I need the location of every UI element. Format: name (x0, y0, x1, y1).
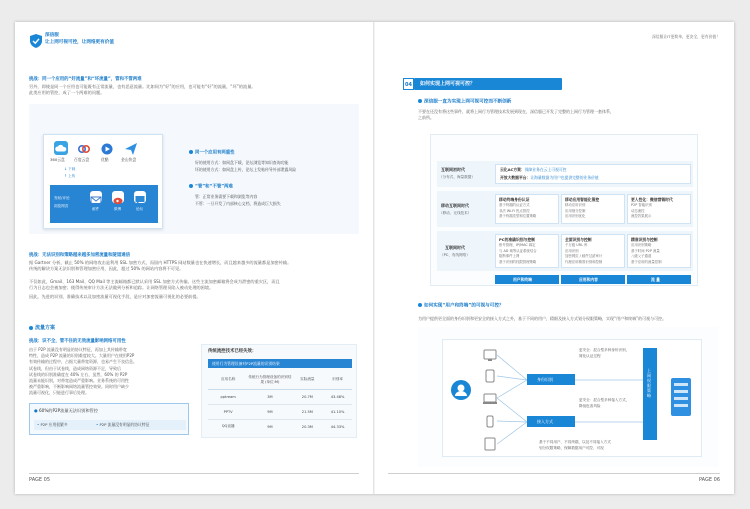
era-cell (561, 234, 625, 268)
era-cell-body: 账号管理、IP/MAC 绑定 与 AD 域等认证系统结合 阻断事件上网 基于识别的权限管理策略 (499, 243, 537, 264)
p2p-bullet-title-text: 60%的P2P流量无法识别和管控 (39, 408, 98, 413)
brand-logo (30, 33, 42, 47)
era-row (437, 191, 693, 227)
table-cell: 3M (267, 394, 273, 399)
web-panel (50, 185, 158, 223)
table-title: 传统流控技术已经失效： (208, 349, 257, 354)
post-label: 发帖/评论 (54, 196, 70, 200)
p2p-table-panel (201, 344, 357, 438)
right-page (374, 22, 734, 494)
app-label: 360云盘 (50, 157, 65, 162)
table-cell: 20.3M (301, 424, 313, 429)
p2p-bullet-item-text: P2P 流量没有明显的协议特征 (99, 422, 150, 427)
sub1-text (418, 109, 718, 121)
duality-title (189, 150, 235, 157)
bullet-icon: • (37, 422, 41, 427)
era-matrix (430, 134, 698, 286)
app-label: 百度云盘 (74, 157, 90, 162)
table-cell: 43.48% (330, 394, 345, 399)
era-row (437, 161, 693, 187)
traffic-title-text: 流量方案 (35, 325, 56, 331)
era-cell-head: 云化AC方案： (500, 167, 525, 172)
era-cell-head: 精准识别与控制 (631, 237, 658, 242)
access-diagram (418, 327, 718, 467)
era-cell (627, 234, 691, 268)
traffic-text (29, 347, 194, 397)
era-cell (495, 194, 559, 224)
identity-note: 更安全：混合型多种身份识别， 简化认证过程 (579, 348, 630, 358)
duality-line: 好的使用方式：如网盘下载，论坛浏览等知识查询功能 (195, 160, 289, 165)
text-line: 流量可视化，只能进行事后处理。 (29, 390, 89, 396)
section-number-tab (403, 78, 414, 90)
problem2b-text (29, 279, 359, 301)
bullet-icon (418, 99, 422, 103)
section-header (405, 78, 562, 90)
era-footer-label: 用户和终端 (513, 276, 532, 282)
table-cell: 9M (267, 409, 273, 414)
sub2-text: 为用户提供更全面的身份识别和更安全的接入方式之外，基于不同的用户，精细及接入方式划分权限策略，实现“用户和终端”的可视与可控。 (418, 316, 667, 321)
arrow-down-icon: ↓ (64, 167, 69, 171)
text-line: 因此，先进的识别、准确技术以及加密流量可视化手段，是应对加密流量可视化的必要前提。 (29, 294, 201, 300)
upload-text: 上传 (68, 174, 76, 178)
era-cell-head: 开放大数据平台： (500, 175, 531, 180)
table-subtitle-bar (208, 359, 352, 368)
era-cell-line (500, 175, 599, 181)
era-footer-label: 应用和内容 (579, 276, 598, 282)
text-line: 据 Gartner 分析，截止 50% 的网络攻击是利用 SSL 加密方式，而国内 HTTPS 网站数量也在快速增长，而且越来越多的流量都是加密传输。 (29, 260, 292, 265)
problem2-title: 挑战：无法识别和策略越来越多加密流量和隧道通信 (29, 253, 130, 258)
bullet-icon (418, 303, 422, 307)
table-cell: QQ直播 (221, 424, 235, 429)
era-row (437, 231, 693, 271)
policy-column (643, 348, 657, 440)
table-cell: pptream (220, 394, 236, 399)
table-header: 实际流量 (300, 377, 315, 382)
kuaipan-icon (124, 141, 138, 155)
bullet-icon: • (96, 422, 100, 427)
arrow-up-icon: ↑ (64, 174, 69, 178)
app-label: 优酷 (101, 157, 109, 162)
circle-bullet-icon: ● (34, 408, 39, 413)
user-avatar (451, 380, 471, 400)
identity-button (527, 374, 575, 385)
era-cell-head: 全面识别与控制 (565, 237, 592, 242)
text-line: 有效传输的过程中，占据大量带宽资源，也易产生不良信息。 (29, 359, 137, 365)
era-cell-line (500, 167, 566, 173)
era-cell-head: 更人性化：微信营销时代 (631, 197, 673, 202)
identity-label: 身份识别 (537, 376, 553, 382)
diagram-inner (442, 339, 702, 457)
table-header: 应用名称 (220, 377, 236, 382)
access-button (527, 416, 575, 427)
era-name: 移动互联网时代 (441, 203, 469, 208)
download-label (64, 166, 75, 172)
footer-divider (388, 473, 720, 474)
text-line: 特性，造成 P2P 流量的识别难度较大。大量用户在使用P2P (29, 353, 135, 359)
brand-name: 深信服 (45, 33, 59, 38)
forum-icon (134, 191, 146, 203)
table-row (208, 419, 352, 434)
table-subtitle: 使用行为管理设备对P2P流量的识别结果 (212, 360, 280, 366)
era-cell-body: 保障业务在云上可视可控 (524, 167, 567, 172)
server-icon (669, 376, 693, 418)
p2p-table (208, 371, 352, 434)
sub2-title-text: 如何实现“用户和终端”的可视与可控？ (424, 303, 504, 309)
server-rack (669, 376, 693, 418)
policy-label: 上网权限策略 (647, 368, 651, 398)
era-footer-label: 流 量 (651, 276, 660, 282)
footer-divider (29, 473, 359, 474)
traffic-title (29, 325, 55, 331)
era-cell (495, 234, 559, 268)
policy-note: 基于不同用户、不同终端，以及不同接入方式 划分权限策略，保障数据用户可控、可视 (539, 440, 611, 450)
era-sub: （PC、有线网络） (440, 253, 470, 257)
p2p-bullet-item-text: P2P 应用很繁多 (40, 422, 68, 427)
app-label: 微博 (114, 207, 122, 211)
duality-line: 坏的使用方式：如网盘上传，论坛上发帖传导外部泄露风险 (195, 167, 297, 172)
era-cell-body: 基于终端的认证方式 非法 Wi-Fi 热点管控 基于终端类型和位置策略 (499, 203, 537, 218)
text-line: 被严重影响，不断影响网络流量管控效果。同时用户缺少 (29, 384, 129, 390)
era-sub: （分布式、海量数据） (439, 175, 475, 179)
right-header: 深信服让IT更简单，更安全，更有价值！ (652, 34, 720, 39)
era-cell (561, 194, 625, 224)
era-cell (627, 194, 691, 224)
p2p-bullet-title (34, 408, 98, 414)
app-label: 金山快盘 (121, 157, 137, 162)
problem1-text (29, 84, 349, 96)
era-cell-body: 千万级 URL 库 应用识别 加密网页 / 邮件过滤审计 代理应用精准识别和控制 (565, 243, 603, 264)
text-line: 试卷线，但由于试卷线，造成网络资源不足，导致后 (29, 365, 121, 371)
era-cell (495, 164, 691, 184)
manage-line: 不管：一旦开发了内部核心文档，将造成巨大损失 (195, 201, 281, 206)
text-line: 行为日志也会被加密；使得传统审计方法无法做到分析和追踪。让网络管理员陷入被动处理的困境。 (29, 285, 214, 291)
manage-line: 管：正常业务需要下载和浏览等内容 (195, 194, 258, 199)
era-cell-head: 移动终端身份认证 (499, 197, 530, 202)
table-cell: 44.33% (330, 424, 345, 429)
page-label: 浏览网页 (54, 204, 69, 208)
manage-title (189, 184, 233, 191)
app-label: 邮件 (92, 207, 100, 211)
table-cell: 9M (267, 424, 273, 429)
access-label: 接入方式 (537, 418, 553, 424)
text-line: 另外，即使是同一个应用也可能既有正常流量，也有恶意流量。比如同为“好”的应用，也可能有“好”的流量，“坏”的流量。 (29, 84, 256, 89)
device-icons (483, 348, 497, 452)
app-illustration (29, 104, 359, 234)
upload-label (64, 173, 75, 179)
text-line: 试卷线的识别准确度在 40% 左右，虽然，60% 的 P2P (29, 371, 128, 377)
era-cell-body: P2P 智能识别 动态流控 流控效果展示 (631, 203, 652, 218)
era-cell-body: 让海量数据为用户也提供完整的业务价值 (530, 175, 599, 180)
document-spread (15, 22, 734, 494)
app-card (43, 134, 163, 229)
shield-icon (30, 34, 42, 48)
youku-icon (100, 141, 114, 155)
table-row (208, 389, 352, 404)
bullet-icon (189, 184, 193, 188)
text-line: 传统的解决方案无法识别和管理加密应用，因此，超过 50% 的网站内容将不可见。 (29, 266, 184, 272)
text-line: 此类应用的管控，成了一个两难的问题。 (29, 90, 105, 96)
era-cell-head: PC的准确识别与控制 (499, 237, 535, 242)
era-footer-bar (627, 275, 691, 284)
era-name: 互联网时代 (445, 245, 465, 250)
download-text: 下载 (68, 167, 76, 171)
mail-icon (90, 191, 102, 203)
problem2-text (29, 260, 359, 272)
text-line: 不仅如此，Gmail、163 Mail、QQ Mail 等主流邮箱都已默认采用 SSL 加密方式传输。这些主流加密邮箱将会成为泄密的重灾区，而且 (29, 279, 280, 284)
table-row (208, 404, 352, 419)
brand-slogan: 让上网可视可控，让网络更有价值 (45, 40, 114, 45)
app-label: 论坛 (136, 207, 144, 211)
era-cell-head: 移动应用智能化管控 (565, 197, 600, 202)
user-icon (451, 380, 471, 400)
section-title: 如何实现上网可视可控？ (420, 81, 476, 87)
page-number-left: PAGE 05 (29, 477, 51, 483)
problem1-title: 挑战：同一个应用的“好流量”和“坏流量”，管和不管两难 (29, 77, 142, 82)
table-cell: 41.10% (330, 409, 345, 414)
bullet-icon (189, 150, 193, 154)
text-line: 不要在还没有将这些事件，就将上网行为管理技术发展到现在，深信服已开发了完整的上网行为管理一套体系， (418, 109, 614, 114)
table-header: 传统行为管理设备的识别结果 (单位:M) (248, 375, 292, 384)
cloud-disk-icon (54, 141, 68, 155)
text-line: 流量未能识别，对带宽造成严重影响。业务系统的可用性 (29, 378, 129, 384)
left-page (15, 22, 374, 494)
p2p-bullet-item (37, 422, 68, 428)
era-cell-body: 移动应用识别 应用细分控制 应用识别优化 (565, 203, 586, 218)
sub1-title-text: 深信服一直为实现上网可视可控而不断创新 (424, 99, 512, 105)
sub1-title (418, 99, 511, 106)
era-name: 互联网初时代 (441, 167, 465, 172)
page-number-right: PAGE 06 (698, 477, 720, 483)
era-cell-body: 应用识别策略 基于时间 P2P 流量 八级父子通道 基于应用的流量控制 (631, 243, 662, 264)
era-footer-bar (561, 275, 625, 284)
bullet-icon (29, 326, 33, 330)
era-sub: （移动、无线技术） (439, 211, 472, 215)
p2p-bullet-box (29, 403, 189, 435)
table-cell: 21.5M (301, 409, 313, 414)
table-cell: 20.7M (301, 394, 313, 399)
section-number: 04 (405, 81, 412, 88)
traffic-subtitle: 挑战：识不全，管不住的无效流量影响网络可用性 (29, 339, 126, 344)
era-footer-bar (495, 275, 559, 284)
baidu-disk-icon (77, 141, 91, 155)
text-line: 之前所。 (418, 115, 434, 121)
weibo-icon (112, 191, 124, 203)
text-line: 由于 P2P 流量没有明显的协议特征，再加上其传输带宽 (29, 347, 127, 352)
p2p-bullet-row (34, 420, 186, 430)
duality-title-text: 同一个应用有两重性 (195, 150, 235, 156)
p2p-bullet-item (96, 422, 149, 428)
sub2-title (418, 303, 504, 310)
manage-title-text: “管”和“不管”两难 (195, 184, 233, 190)
access-note: 更安全：混合型多种接入方式， 降低危害风险 (579, 398, 630, 408)
table-cell: PPTV (223, 409, 233, 414)
devices-column (483, 348, 497, 452)
table-header: 识别率 (332, 377, 343, 382)
